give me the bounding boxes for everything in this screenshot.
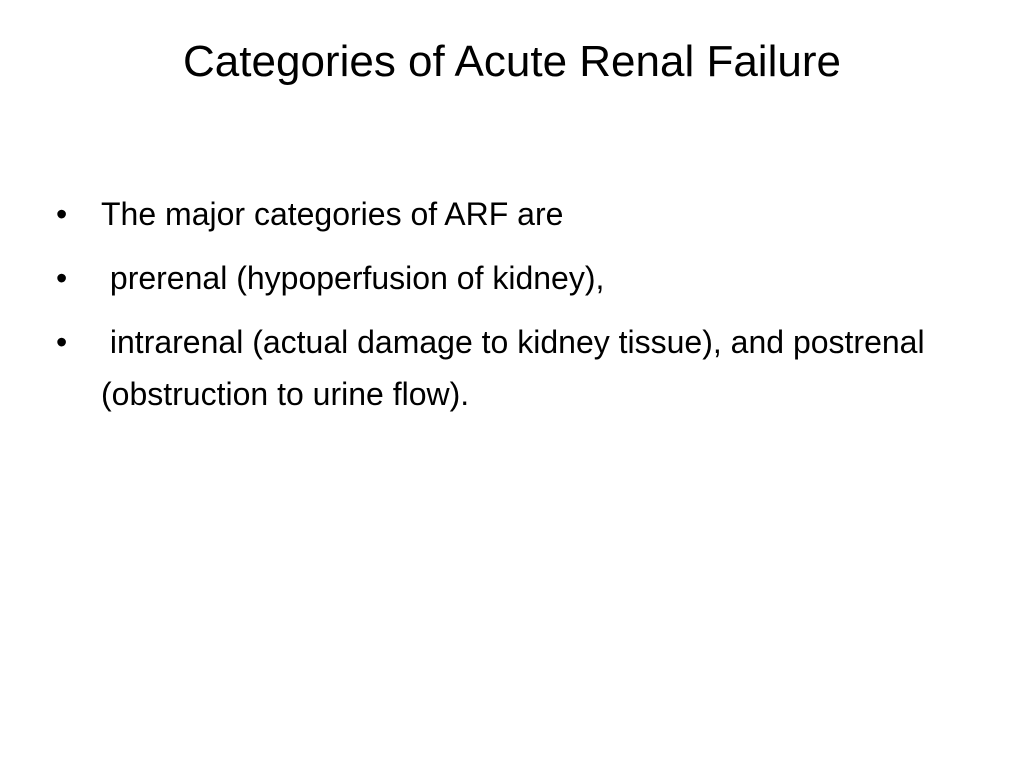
bullet-item (56, 316, 956, 420)
bullet-icon: • (56, 324, 68, 360)
slide-title: Categories of Acute Renal Failure (183, 37, 841, 86)
bullet-list (56, 188, 956, 432)
bullet-icon: • (56, 196, 68, 232)
bullet-text: The major categories of ARF are (101, 196, 564, 232)
bullet-text: intrarenal (actual damage to kidney tissue), and postrenal (obstruction to urine flow). (101, 324, 934, 412)
bullet-text: prerenal (hypoperfusion of kidney), (101, 260, 605, 296)
bullet-item (56, 252, 956, 304)
bullet-item (56, 188, 956, 240)
bullet-icon: • (56, 260, 68, 296)
